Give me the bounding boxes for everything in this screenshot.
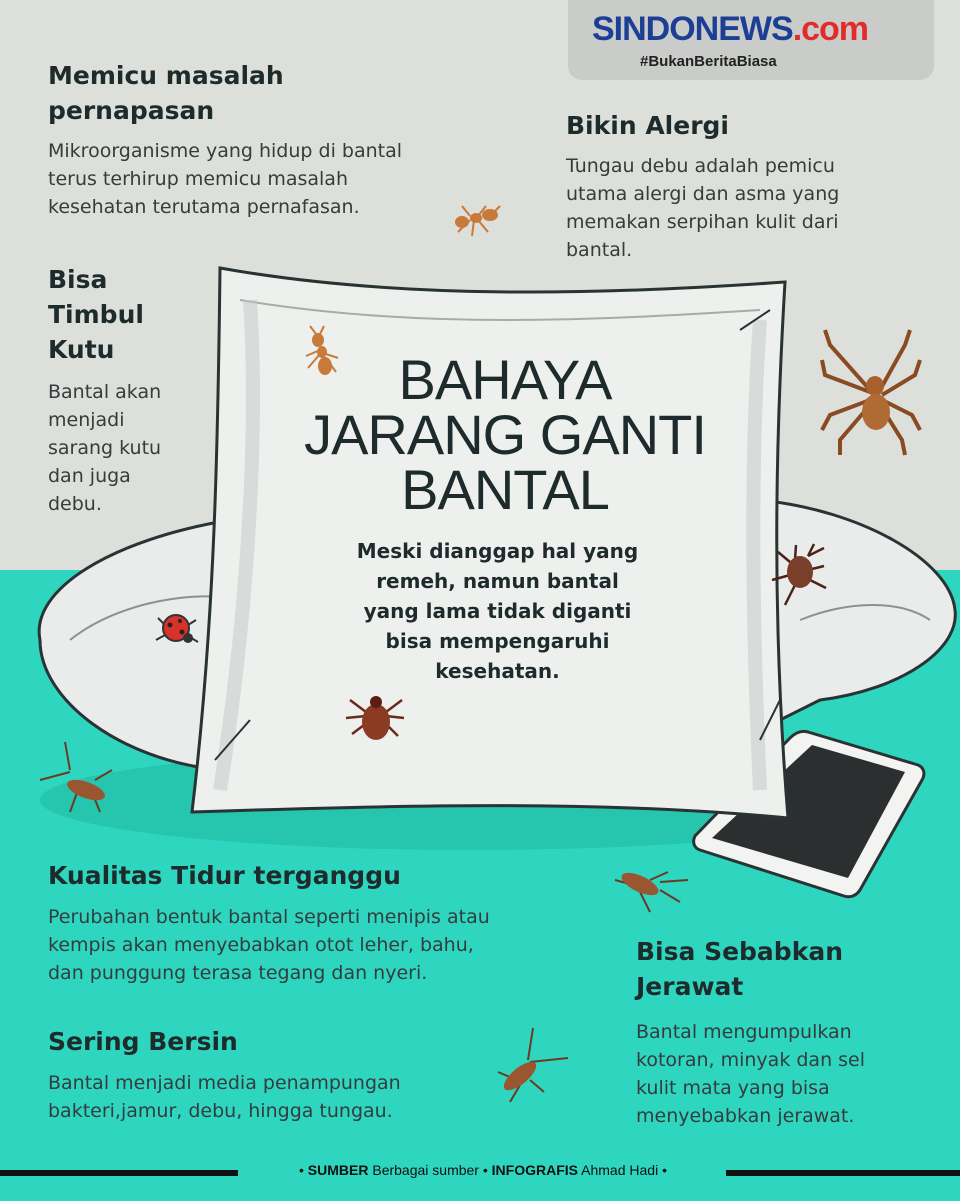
hashtag: #BukanBeritaBiasa bbox=[640, 53, 777, 70]
body-alergi: Tungau debu adalah pemicu utama alergi dan asma yang memakan serpihan kulit dari bantal. bbox=[566, 155, 840, 261]
body-pernapasan: Mikroorganisme yang hidup di bantal terus terhirup memicu masalah kesehatan terutama pernafasan. bbox=[48, 140, 403, 218]
footer-divider-right bbox=[726, 1170, 960, 1176]
body-jerawat: Bantal mengumpulkan kotoran, minyak dan sel kulit mata yang bisa menyebabkan jerawat. bbox=[636, 1021, 866, 1127]
cockroach-icon bbox=[498, 1028, 568, 1102]
footer-credits: • SUMBER Berbagai sumber • INFOGRAFIS Ahmad Hadi • bbox=[299, 1162, 667, 1178]
heading-bersin: Sering Bersin bbox=[48, 1027, 238, 1056]
heading-alergi: Bikin Alergi bbox=[566, 111, 729, 140]
heading-pernapasan: Memicu masalah pernapasan bbox=[48, 61, 284, 125]
cockroach-icon bbox=[615, 868, 688, 912]
page-subtitle: Meski dianggap hal yang remeh, namun bantal yang lama tidak diganti bisa mempengaruhi kesehatan. bbox=[356, 539, 639, 683]
body-kutu: Bantal akan menjadi sarang kutu dan juga debu. bbox=[48, 381, 162, 515]
heading-jerawat: Bisa Sebabkan Jerawat bbox=[636, 937, 843, 1001]
body-tidur: Perubahan bentuk bantal seperti menipis atau kempis akan menyebabkan otot leher, bahu, dan punggung terasa tegang dan nyeri. bbox=[48, 906, 490, 984]
heading-tidur: Kualitas Tidur terganggu bbox=[48, 861, 401, 890]
footer-divider-left bbox=[0, 1170, 238, 1176]
body-bersin: Bantal menjadi media penampungan bakteri,jamur, debu, hingga tungau. bbox=[48, 1072, 401, 1122]
sindonews-logo: SINDONEWS.com bbox=[592, 10, 869, 48]
spider-icon bbox=[822, 330, 920, 455]
ant-icon bbox=[456, 206, 500, 236]
page-title: BAHAYA JARANG GANTI BANTAL bbox=[304, 348, 706, 521]
heading-kutu: Bisa Timbul Kutu bbox=[48, 265, 144, 364]
